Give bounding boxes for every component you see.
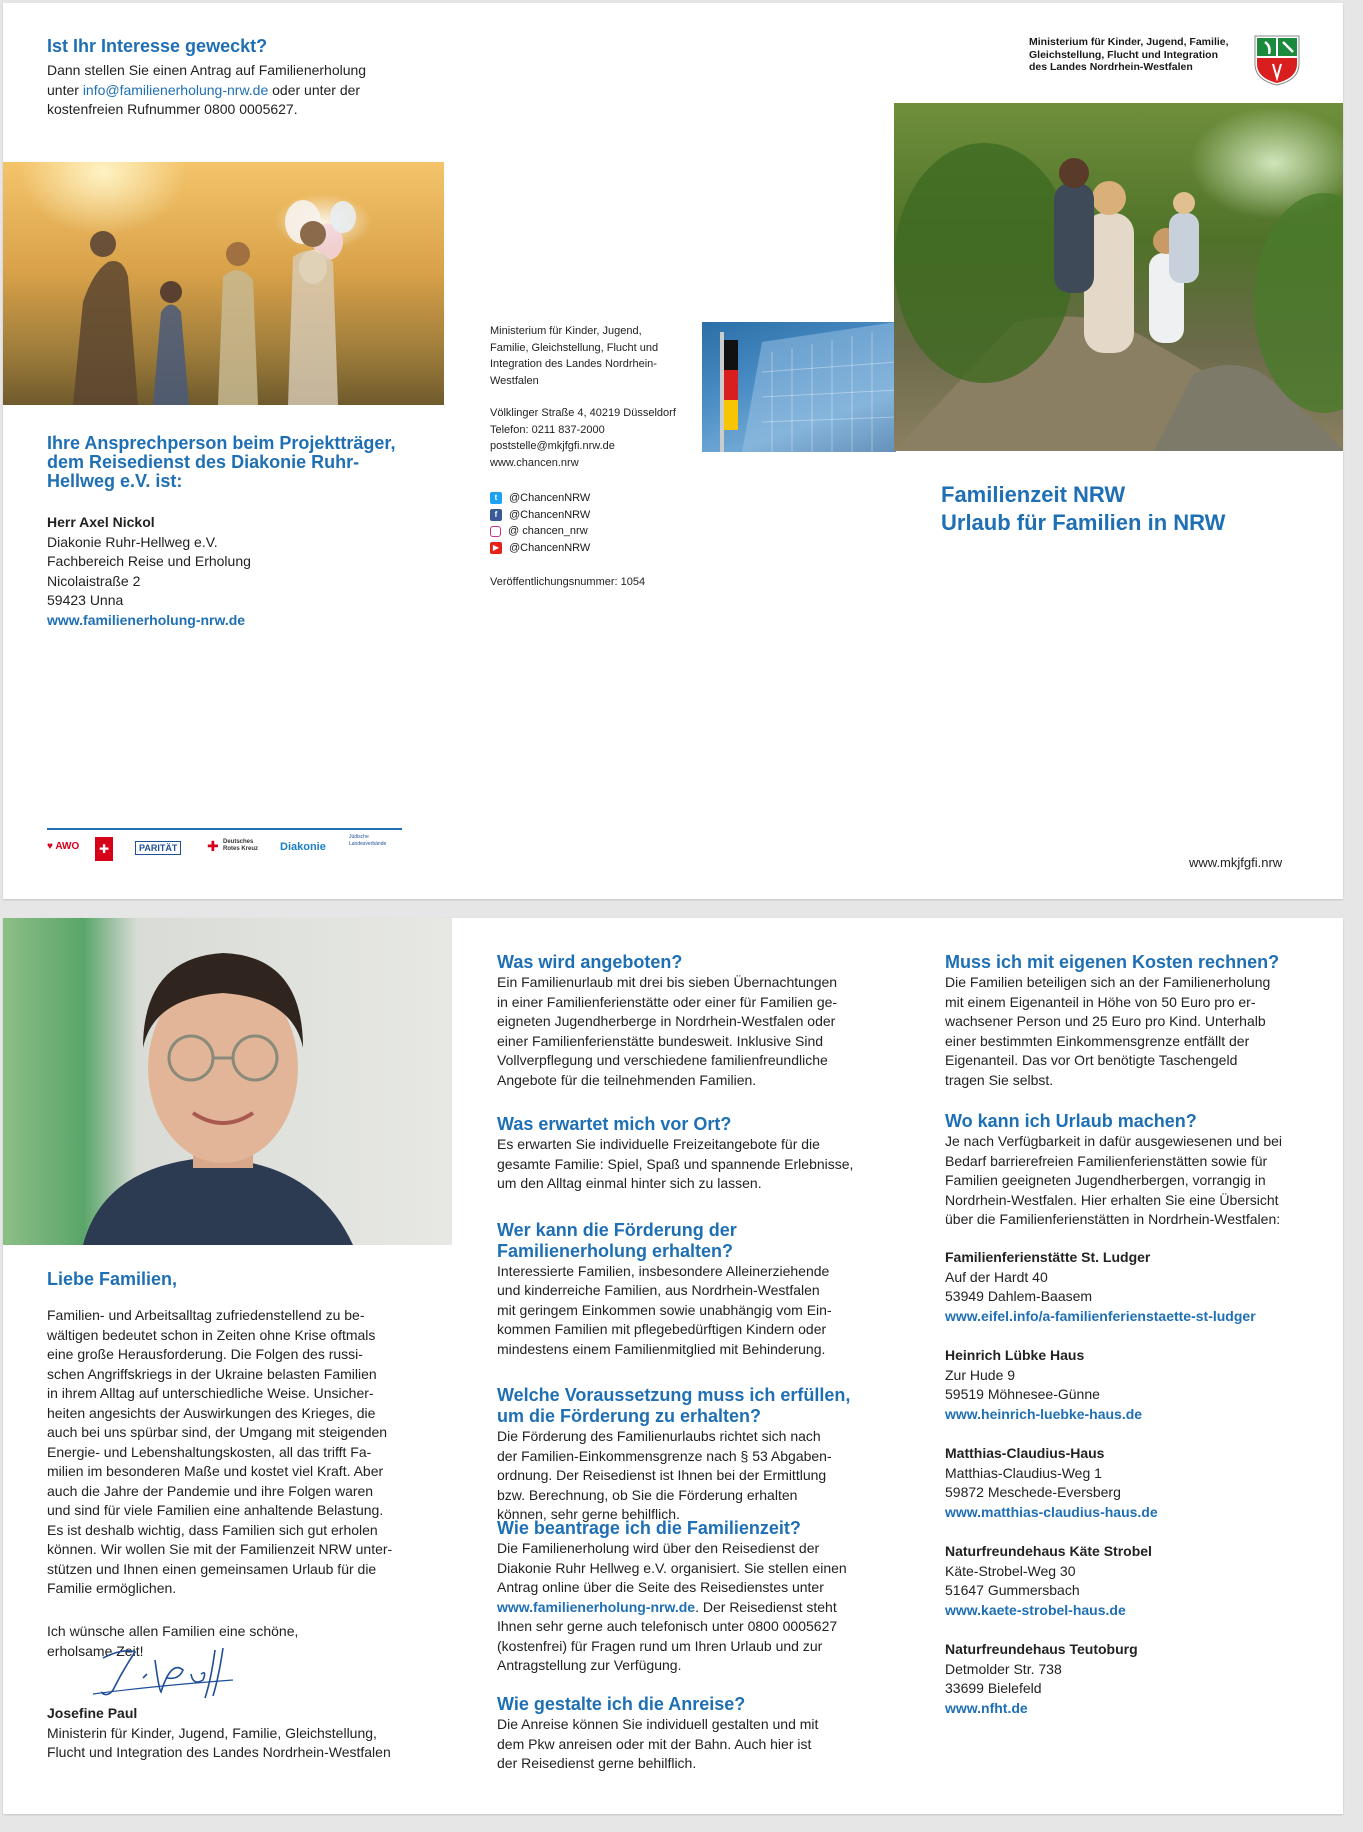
handwritten-signature bbox=[83, 1640, 263, 1702]
closing-line: erholsame Zeit! bbox=[47, 1642, 144, 1659]
faq-item bbox=[497, 952, 857, 1090]
venue-name: Naturfreundehaus Teutoburg bbox=[945, 1641, 1138, 1657]
contact-line: Nicolaistraße 2 bbox=[47, 572, 141, 589]
signer-title-line: Flucht und Integration des Landes Nordrhein-Westfalen bbox=[47, 1744, 391, 1760]
social-list bbox=[490, 490, 590, 556]
faq-answer-line: und kinderreiche Familien, aus Nordrhein-Westfalen bbox=[497, 1282, 820, 1298]
faq-answer-line: gesamte Familie: Spiel, Spaß und spannende Erlebnisse, bbox=[497, 1155, 854, 1172]
contact-line: 59423 Unna bbox=[47, 592, 124, 608]
publisher-line: Familie, Gleichstellung, Flucht und bbox=[490, 341, 659, 354]
brochure-title bbox=[941, 481, 1225, 537]
awo-logo-text: AWO bbox=[55, 841, 80, 852]
nrw-crest-logo bbox=[1253, 34, 1301, 86]
faq-answer-line: Diakonie Ruhr Hellweg e.V. organisiert. Sie stellen einen bbox=[497, 1559, 847, 1576]
faq-answer-line: mit einem Eigenanteil in Höhe von 50 Euro pro er- bbox=[945, 993, 1256, 1010]
venue-street: Detmolder Str. 738 bbox=[945, 1660, 1062, 1677]
red-cross-logo: ✚ bbox=[207, 838, 219, 854]
contact-line: Fachbereich Reise und Erholung bbox=[47, 553, 251, 569]
faq-answer-line: mindestens einem Familienmitglied mit Behinderung. bbox=[497, 1340, 826, 1357]
venue-web-link[interactable]: www.eifel.info/a-familienferienstaette-st-ludger bbox=[945, 1307, 1256, 1324]
faq-answer-line: Die Anreise können Sie individuell gestalten und mit bbox=[497, 1716, 819, 1732]
contact-heading bbox=[47, 434, 395, 491]
faq-answer-line: Bedarf barrierefreien Familienferienstätten sowie für bbox=[945, 1152, 1268, 1169]
venue-street: Auf der Hardt 40 bbox=[945, 1268, 1048, 1285]
faq-answer-line: eigneten Jugendherberge in Nordrhein-Westfalen oder bbox=[497, 1013, 836, 1029]
partner-logos bbox=[47, 828, 402, 868]
venue-name: Matthias-Claudius-Haus bbox=[945, 1445, 1105, 1461]
social-item-twitter[interactable] bbox=[490, 490, 590, 507]
letter-line: schen Angriffskriegs in der Ukraine belasten Familien bbox=[47, 1365, 377, 1382]
faq-where bbox=[945, 1111, 1315, 1230]
faq-answer-line: (kostenfrei) für Fragen rund um Ihren Urlaub und zur bbox=[497, 1637, 823, 1654]
venue-web-link[interactable]: www.matthias-claudius-haus.de bbox=[945, 1503, 1158, 1520]
interest-heading: Ist Ihr Interesse geweckt? bbox=[47, 36, 268, 56]
faq-answer-line: Antrag online über die Seite des Reisedienstes unter bbox=[497, 1579, 824, 1595]
contact-name: Herr Axel Nickol bbox=[47, 514, 155, 530]
faq-answer-line: Die Familienerholung wird über den Reisedienst der bbox=[497, 1540, 820, 1556]
family-sunset-photo bbox=[3, 162, 444, 405]
faq-answer bbox=[497, 1715, 867, 1774]
facebook-icon: f bbox=[490, 509, 502, 521]
venue-name: Familienferienstätte St. Ludger bbox=[945, 1249, 1151, 1265]
faq-answer-suffix: . Der Reisedienst steht bbox=[695, 1598, 837, 1615]
publisher-address: Völklinger Straße 4, 40219 Düsseldorf bbox=[490, 407, 676, 419]
venue-web-link[interactable]: www.nfht.de bbox=[945, 1699, 1028, 1716]
venue-city: 53949 Dahlem-Baasem bbox=[945, 1288, 1093, 1304]
letter-line: stützen und Ihnen einen gemeinsamen Urlaub für die bbox=[47, 1560, 377, 1577]
faq-answer-line: Ein Familienurlaub mit drei bis sieben Übernachtungen bbox=[497, 974, 838, 990]
faq-answer-line: Eigenanteil. Das vor Ort benötigte Taschengeld bbox=[945, 1052, 1238, 1068]
faq-answer-line: mit geringem Einkommen sowie unabhängig vom Ein- bbox=[497, 1301, 832, 1318]
publisher-line: Integration des Landes Nordrhein- bbox=[490, 358, 657, 370]
faq-question bbox=[497, 1220, 857, 1262]
faq-question-line: Familienerholung erhalten? bbox=[497, 1240, 734, 1261]
venue-list bbox=[945, 1248, 1335, 1718]
logos-rule bbox=[47, 828, 402, 830]
title-line-1: Familienzeit NRW bbox=[941, 482, 1126, 507]
faq-answer bbox=[497, 1262, 857, 1360]
venue-item bbox=[945, 1542, 1335, 1620]
faq-question: Wie beantrage ich die Familienzeit? bbox=[497, 1518, 801, 1538]
contact-heading-line: Hellweg e.V. ist: bbox=[47, 471, 183, 491]
venue-street: Käte-Strobel-Weg 30 bbox=[945, 1562, 1076, 1579]
faq-answer-line: der Reisedienst gerne behilflich. bbox=[497, 1755, 697, 1771]
header-ministry bbox=[1029, 36, 1229, 74]
publisher-email[interactable]: poststelle@mkjfgfi.nrw.de bbox=[490, 440, 615, 452]
letter-line: Familien- und Arbeitsalltag zufriedenstellend zu be- bbox=[47, 1307, 365, 1323]
letter-line: können. Wir wollen Sie mit der Familienzeit NRW unter- bbox=[47, 1541, 393, 1557]
letter-line: Es ist deshalb wichtig, dass Familien sich gut erholen bbox=[47, 1521, 378, 1538]
publisher-block bbox=[490, 323, 676, 471]
venue-street: Zur Hude 9 bbox=[945, 1366, 1016, 1383]
faq-answer-line: dem Pkw anreisen oder mit der Bahn. Auch hier ist bbox=[497, 1735, 812, 1752]
interest-email-link[interactable]: info@familienerholung-nrw.de bbox=[82, 81, 269, 98]
apply-web-link[interactable]: www.familienerholung-nrw.de bbox=[497, 1598, 696, 1615]
letter-line: auch die Jahre der Pandemie und ihre Folgen waren bbox=[47, 1482, 374, 1499]
title-line-2: Urlaub für Familien in NRW bbox=[941, 510, 1226, 535]
letter-line: eine große Herausforderung. Die Folgen des russi- bbox=[47, 1346, 363, 1362]
caritas-logo: ✚ bbox=[95, 837, 113, 861]
venue-city: 59519 Möhnesee-Günne bbox=[945, 1386, 1100, 1402]
faq-question-line: Was erwartet mich vor Ort? bbox=[497, 1114, 732, 1134]
social-handle: @ChancenNRW bbox=[509, 508, 591, 521]
faq-answer-line: einer Familienferienstätte bundesweit. Inklusive Sind bbox=[497, 1032, 824, 1049]
family-hiking-photo bbox=[894, 103, 1343, 451]
ministry-building-photo bbox=[702, 322, 896, 452]
faq-answer-line: Angebote für die teilnehmenden Familien. bbox=[497, 1071, 757, 1088]
contact-web-link[interactable]: www.familienerholung-nrw.de bbox=[47, 611, 246, 628]
publication-number: Veröffentlichungsnummer: 1054 bbox=[490, 576, 646, 588]
letter-line: wältigen bedeutet schon in Zeiten ohne Krise oftmals bbox=[47, 1326, 376, 1343]
faq-question: Muss ich mit eigenen Kosten rechnen? bbox=[945, 952, 1280, 972]
faq-answer-line: Familien geeigneten Jugendherbergen, vorrangig in bbox=[945, 1172, 1266, 1188]
venue-web-link[interactable]: www.heinrich-luebke-haus.de bbox=[945, 1405, 1143, 1422]
interest-line: Dann stellen Sie einen Antrag auf Familienerholung bbox=[47, 62, 367, 78]
faq-answer-line: um den Alltag einmal hinter sich zu lassen. bbox=[497, 1175, 762, 1191]
paritaet-logo: PARITÄT bbox=[135, 841, 181, 855]
venue-city: 33699 Bielefeld bbox=[945, 1680, 1042, 1696]
faq-question-line: Welche Voraussetzung muss ich erfüllen, bbox=[497, 1385, 851, 1405]
venue-item bbox=[945, 1248, 1335, 1326]
letter-line: Energie- und Lebenshaltungskosten, all das trifft Fa- bbox=[47, 1443, 372, 1460]
instagram-icon bbox=[490, 526, 501, 537]
faq-answer-line: Die Förderung des Familienurlaubs richtet sich nach bbox=[497, 1428, 821, 1444]
youtube-icon: ▶ bbox=[490, 542, 502, 554]
faq-answer-line: Die Familien beteiligen sich an der Familienerholung bbox=[945, 974, 1271, 990]
letter-line: in ihrem Alltag auf unterschiedliche Weise. Unsicher- bbox=[47, 1385, 374, 1401]
faq-answer-line: Je nach Verfügbarkeit in dafür ausgewiesenen und bei bbox=[945, 1133, 1283, 1149]
faq-answer bbox=[497, 973, 857, 1090]
social-item-facebook[interactable] bbox=[490, 507, 590, 524]
closing-line: Ich wünsche allen Familien eine schöne, bbox=[47, 1623, 299, 1639]
drk-logo-text: Deutsches Rotes Kreuz bbox=[223, 839, 259, 852]
faq-answer-line: tragen Sie selbst. bbox=[945, 1071, 1054, 1088]
faq-item bbox=[497, 1220, 857, 1360]
minister-portrait-photo bbox=[3, 918, 452, 1245]
faq-question-line: um die Förderung zu erhalten? bbox=[497, 1406, 762, 1426]
social-handle: @ChancenNRW bbox=[509, 541, 591, 554]
letter-body bbox=[47, 1306, 392, 1599]
signer-name: Josefine Paul bbox=[47, 1705, 138, 1721]
faq-answer-line: in einer Familienferienstätte oder einer für Familien ge- bbox=[497, 993, 838, 1010]
greeting: Liebe Familien, bbox=[47, 1269, 178, 1289]
publisher-phone: Telefon: 0211 837-2000 bbox=[490, 423, 605, 436]
faq-answer-line: Antragstellung zur Verfügung. bbox=[497, 1657, 682, 1673]
brochure-inner-page bbox=[3, 918, 1343, 1814]
contact-heading-line: dem Reisedienst des Diakonie Ruhr- bbox=[47, 452, 360, 472]
signer-block bbox=[47, 1704, 391, 1763]
interest-line-prefix: unter bbox=[47, 81, 83, 98]
venue-item bbox=[945, 1346, 1335, 1424]
venue-name: Heinrich Lübke Haus bbox=[945, 1347, 1085, 1363]
social-handle: @ chancen_nrw bbox=[508, 525, 588, 537]
contact-line: Diakonie Ruhr-Hellweg e.V. bbox=[47, 533, 218, 550]
faq-answer bbox=[497, 1427, 857, 1525]
publisher-spacer bbox=[490, 389, 676, 405]
faq-answer-line: ordnung. Der Reisedienst ist Ihnen bei der Ermittlung bbox=[497, 1467, 827, 1483]
signer-title-line: Ministerin für Kinder, Jugend, Familie, Gleichstellung, bbox=[47, 1724, 377, 1741]
faq-answer bbox=[497, 1539, 867, 1676]
faq-answer-line: Nordrhein-Westfalen. Hier erhalten Sie eine Übersicht bbox=[945, 1191, 1279, 1208]
social-handle: @ChancenNRW bbox=[509, 492, 591, 504]
faq-answer-line: wachsener Person und 25 Euro pro Kind. Unterhalb bbox=[945, 1013, 1266, 1029]
juedische-logo: Jüdische Landesverbände bbox=[349, 834, 387, 847]
faq-middle-column bbox=[497, 952, 857, 1525]
letter-line: milien im besonderen Maße und kostet viel Kraft. Aber bbox=[47, 1463, 384, 1479]
interest-text bbox=[47, 61, 366, 120]
contact-block bbox=[47, 513, 251, 630]
letter-line: Familie ermöglichen. bbox=[47, 1580, 177, 1596]
venue-name: Naturfreundehaus Käte Strobel bbox=[945, 1543, 1152, 1559]
venue-street: Matthias-Claudius-Weg 1 bbox=[945, 1464, 1102, 1481]
faq-answer-line: der Familien-Einkommensgrenze nach § 53 Abgaben- bbox=[497, 1447, 832, 1464]
social-item-instagram[interactable] bbox=[490, 523, 590, 540]
faq-answer bbox=[945, 1132, 1315, 1230]
header-ministry-line: Gleichstellung, Flucht und Integration bbox=[1029, 48, 1218, 61]
venue-city: 59872 Meschede-Eversberg bbox=[945, 1484, 1121, 1500]
letter-line: heiten angesichts der Auswirkungen des Krieges, die bbox=[47, 1404, 376, 1421]
faq-item bbox=[497, 1114, 857, 1194]
publisher-line: Ministerium für Kinder, Jugend, bbox=[490, 325, 642, 337]
faq-travel bbox=[497, 1694, 867, 1774]
faq-costs bbox=[945, 952, 1315, 1090]
interest-line bbox=[47, 81, 366, 101]
faq-question: Wo kann ich Urlaub machen? bbox=[945, 1111, 1197, 1131]
venue-item bbox=[945, 1444, 1335, 1522]
publisher-web[interactable]: www.chancen.nrw bbox=[490, 456, 579, 469]
publisher-line: Westfalen bbox=[490, 374, 539, 387]
faq-question bbox=[497, 1114, 857, 1135]
faq-question bbox=[497, 952, 857, 973]
faq-item bbox=[497, 1385, 857, 1525]
faq-answer-line: Ihnen sehr gerne auch telefonisch unter 0800 0005627 bbox=[497, 1618, 838, 1634]
social-item-youtube[interactable] bbox=[490, 540, 590, 557]
faq-question bbox=[497, 1385, 857, 1427]
twitter-icon: t bbox=[490, 492, 502, 504]
interest-line-suffix: oder unter der bbox=[268, 81, 361, 98]
faq-question-line: Wer kann die Förderung der bbox=[497, 1219, 737, 1240]
faq-answer-line: Vollverpflegung und verschiedene familienfreundliche bbox=[497, 1052, 828, 1068]
faq-answer-line: Interessierte Familien, insbesondere Alleinerziehende bbox=[497, 1262, 830, 1279]
faq-answer-line: können, sehr gerne behilflich. bbox=[497, 1506, 680, 1522]
venue-city: 51647 Gummersbach bbox=[945, 1582, 1080, 1598]
header-ministry-line: des Landes Nordrhein-Westfalen bbox=[1029, 61, 1193, 73]
diakonie-logo: Diakonie bbox=[280, 841, 326, 853]
faq-answer bbox=[945, 973, 1315, 1090]
faq-answer-line: über die Familienferienstätten in Nordrhein-Westfalen: bbox=[945, 1211, 1281, 1227]
awo-logo: ♥ AWO bbox=[47, 841, 80, 852]
faq-answer-line: kommen Familien mit pflegebedürftigen Kindern oder bbox=[497, 1321, 827, 1337]
faq-question: Wie gestalte ich die Anreise? bbox=[497, 1694, 746, 1714]
faq-apply bbox=[497, 1518, 867, 1676]
faq-answer-line: einer bestimmten Einkommensgrenze entfällt der bbox=[945, 1032, 1250, 1049]
header-ministry-line: Ministerium für Kinder, Jugend, Familie, bbox=[1029, 36, 1229, 48]
venue-web-link[interactable]: www.kaete-strobel-haus.de bbox=[945, 1601, 1126, 1618]
letter-line: auch bei uns spürbar sind, der Umgang mit steigenden bbox=[47, 1424, 388, 1440]
letter-line: und sind für viele Familien eine anhaltende Belastung. bbox=[47, 1502, 384, 1518]
footer-website[interactable]: www.mkjfgfi.nrw bbox=[1189, 855, 1283, 870]
faq-answer-line: Es erwarten Sie individuelle Freizeitangebote für die bbox=[497, 1136, 820, 1152]
contact-heading-line: Ihre Ansprechperson beim Projektträger, bbox=[47, 433, 396, 453]
faq-answer-line bbox=[497, 1598, 867, 1618]
faq-question-line: Was wird angeboten? bbox=[497, 952, 683, 972]
faq-answer-line: bzw. Berechnung, ob Sie die Förderung erhalten bbox=[497, 1486, 798, 1503]
brochure-outer-page bbox=[3, 3, 1343, 899]
faq-answer bbox=[497, 1135, 857, 1194]
venue-item bbox=[945, 1640, 1335, 1718]
interest-line: kostenfreien Rufnummer 0800 0005627. bbox=[47, 101, 298, 117]
